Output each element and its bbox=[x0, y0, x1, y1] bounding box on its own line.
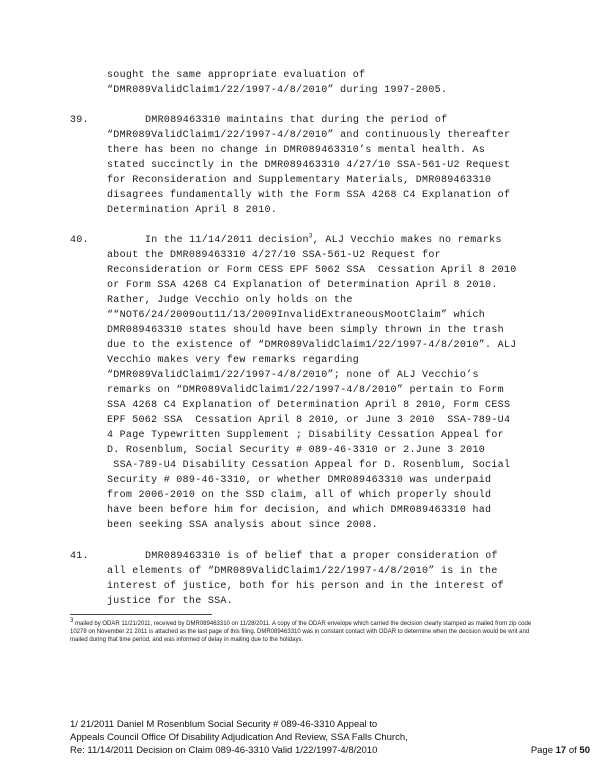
footnote bbox=[70, 620, 540, 644]
body-text-line: disagrees fundamentally with the Form SSA 4268 C4 Explanation of bbox=[107, 190, 511, 201]
body-text-line: justice for the SSA. bbox=[107, 596, 234, 607]
footer-line: Re: 11/14/2011 Decision on Claim 089-46-3310 Valid 1/22/1997-4/8/2010 bbox=[70, 745, 378, 756]
body-text-line: stated succinctly in the DMR089463310 4/27/10 SSA-561-U2 Request bbox=[107, 160, 511, 171]
paragraph-number: 40. bbox=[70, 235, 89, 246]
footnote-divider bbox=[70, 614, 212, 615]
footnote-text: mailed by ODAR 11/21/2011, received by DMR089463310 on 11/28/2011. A copy of the ODAR envelope which carried the decision clearly stamped as mailed from zip code 10278 on November 21 2011 is attached as the last page of this filing. DMR089463310 was in constant contact with ODAR to determine when the decision would be writ and mailed during that time period, and was informed of delay in mailing due to the holidays. bbox=[70, 621, 532, 643]
body-text-line: 4 Page Typewritten Supplement ; Disability Cessation Appeal for bbox=[107, 430, 504, 441]
body-text-line: Vecchio makes very few remarks regarding bbox=[107, 355, 360, 366]
body-text-line: interest of justice, both for his person and in the interest of bbox=[107, 581, 504, 592]
body-text-line: Determination April 8 2010. bbox=[107, 205, 278, 216]
footnote-marker[interactable]: 3 bbox=[308, 232, 313, 240]
footer-line: Appeals Council Office Of Disability Adjudication And Review, SSA Falls Church, bbox=[70, 732, 408, 743]
body-text-line: SSA 4268 C4 Explanation of Determination April 8 2010, Form CESS bbox=[107, 400, 511, 411]
body-text-line: from 2006-2010 on the SSD claim, all of which properly should bbox=[107, 490, 492, 501]
body-text-line: DMR089463310 is of belief that a proper consideration of bbox=[145, 551, 498, 562]
body-text-line: for Reconsideration and Supplementary Materials, DMR089463310 bbox=[107, 175, 492, 186]
footer-line: 1/ 21/2011 Daniel M Rosenblum Social Security # 089-46-3310 Appeal to bbox=[70, 719, 378, 730]
body-text-line: DMR089463310 maintains that during the period of bbox=[145, 115, 448, 126]
body-text-line: “DMR089ValidClaim1/22/1997-4/8/2010” and continuously thereafter bbox=[107, 130, 511, 141]
page-footer bbox=[70, 718, 590, 757]
body-text-line: In the 11/14/2011 decision$^3$, ALJ Vecchio makes no remarks bbox=[145, 232, 502, 246]
body-text-line: have been before him for decision, and which DMR089463310 had bbox=[107, 505, 492, 516]
body-text-line: Reconsideration or Form CESS EPF 5062 SSA Cessation April 8 2010 bbox=[107, 265, 517, 276]
body-text-line: remarks on “DMR089ValidClaim1/22/1997-4/8/2010” pertain to Form bbox=[107, 385, 504, 396]
body-text-line: “DMR089ValidClaim1/22/1997-4/8/2010”; none of ALJ Vecchio’s bbox=[107, 370, 479, 381]
body-text-line: about the DMR089463310 4/27/10 SSA-561-U2 Request for bbox=[107, 250, 441, 261]
body-text-line: DMR089463310 states should have been simply thrown in the trash bbox=[107, 325, 504, 336]
page-number: Page 17 of 50 bbox=[530, 745, 590, 756]
body-text-line: been seeking SSA analysis about since 2008. bbox=[107, 520, 378, 531]
body-text-line: Rather, Judge Vecchio only holds on the bbox=[107, 295, 353, 306]
body-text-line: or Form SSA 4268 C4 Explanation of Determination April 8 2010. bbox=[107, 280, 498, 291]
paragraph-number: 41. bbox=[70, 551, 89, 562]
body-text-line: “DMR089ValidClaim1/22/1997-4/8/2010” during 1997-2005. bbox=[107, 85, 448, 96]
body-text-line: ““NOT6/24/2009out11/13/2009InvalidExtraneousMootClaim” which bbox=[107, 310, 486, 321]
body-text-line: due to the existence of “DMR089ValidClaim1/22/1997-4/8/2010”. ALJ bbox=[107, 340, 517, 351]
body-text-line: SSA-789-U4 Disability Cessation Appeal for D. Rosenblum, Social bbox=[107, 460, 511, 471]
body-text-line: D. Rosenblum, Social Security # 089-46-3310 or 2.June 3 2010 bbox=[107, 445, 486, 456]
paragraph-number: 39. bbox=[70, 115, 89, 126]
body-text-line: sought the same appropriate evaluation of bbox=[107, 70, 366, 81]
body-text-line: EPF 5062 SSA Cessation April 8 2010, or June 3 2010 SSA-789-U4 bbox=[107, 415, 511, 426]
body-text-line: there has been no change in DMR089463310’s mental health. As bbox=[107, 145, 486, 156]
body-text-line: all elements of “DMR089ValidClaim1/22/1997-4/8/2010” is in the bbox=[107, 566, 498, 577]
footnote-marker: 3 bbox=[70, 618, 74, 624]
body-text-line: Security # 089-46-3310, or whether DMR089463310 was underpaid bbox=[107, 475, 492, 486]
